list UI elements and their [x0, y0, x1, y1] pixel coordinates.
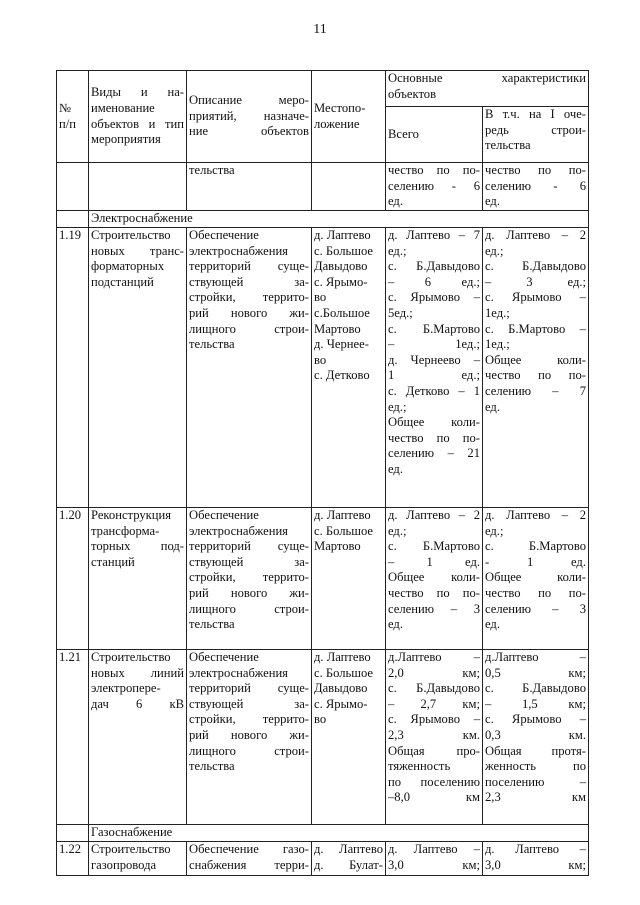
section-title-gas: Газоснабжение: [89, 825, 589, 842]
cell-line: ние объектов: [189, 124, 309, 139]
cell-line: – 6 ед.;: [388, 274, 480, 289]
cell-line: чество по по-: [485, 163, 586, 177]
cell-first-stage: [483, 508, 589, 650]
cell-line: с. Большое: [314, 665, 374, 680]
cell-line: Строительство: [91, 228, 171, 242]
cell-line: В т.ч. на I оче-: [485, 107, 586, 121]
cell-line: Обеспечение: [189, 650, 259, 664]
page-number: 11: [313, 22, 327, 37]
cell-line: тяженность: [388, 759, 451, 774]
cell-line: стройки, террито-: [189, 712, 309, 727]
cell-line: д. Лаптево –: [485, 842, 586, 856]
cell-line: с. Ярымово –: [388, 712, 480, 727]
cell-line: Описание мерo-: [189, 93, 309, 108]
cell-line: чество по по-: [388, 163, 480, 177]
section-num-cell: [57, 211, 89, 228]
cell-line: Мартово: [314, 321, 361, 336]
cell-line: – 1 ед.: [388, 554, 480, 569]
cell-line: 2,3 км.: [388, 727, 480, 742]
header-first-stage: [483, 107, 589, 163]
cell-line: тельства: [189, 617, 235, 632]
cell-line: д. Лаптево – 2: [485, 228, 586, 242]
cell-line: именование: [91, 100, 155, 115]
cell-description: [187, 650, 312, 825]
cell-line: станций: [91, 554, 135, 569]
cell-line: Общее коли-: [485, 352, 586, 367]
cell-kind: [89, 163, 187, 211]
header-location: [312, 71, 386, 163]
cell-total: [386, 228, 483, 508]
cell-line: во: [314, 290, 327, 305]
table-header-row: [57, 71, 589, 107]
table-row-1-19: [57, 228, 589, 508]
cell-line: ед.: [485, 617, 500, 632]
cell-line: д. Лаптево –: [388, 842, 480, 856]
cell-line: – 1ед.;: [388, 337, 480, 352]
cell-line: д. Лаптево – 2: [485, 508, 586, 522]
cell-line: с. Ярымово –: [485, 290, 586, 305]
cell-line: стройки, террито-: [189, 570, 309, 585]
cell-line: д.Лаптево –: [388, 650, 480, 664]
cell-line: с. Ярымо-: [314, 696, 368, 711]
cell-line: торных под-: [91, 539, 184, 554]
cell-line: с. Б.Мартово: [388, 321, 480, 336]
cell-first-stage: [483, 650, 589, 825]
cell-line: Виды и на-: [91, 85, 184, 100]
cell-line: с. Детково: [314, 368, 370, 383]
cell-line: рий нового жи-: [189, 585, 309, 600]
cell-line: чество по по-: [388, 430, 480, 445]
cell-line: газопровода: [91, 857, 157, 872]
header-total: [386, 107, 483, 163]
cell-line: Реконструкция: [91, 508, 172, 522]
section-row-power: [57, 211, 589, 228]
cell-line: подстанций: [91, 274, 154, 289]
cell-location: [312, 842, 386, 876]
cell-line: поселению –: [485, 774, 586, 789]
cell-line: ед.: [485, 399, 500, 414]
cell-line: ложение: [314, 116, 360, 131]
cell-line: п/п: [59, 116, 76, 131]
cell-line: во: [314, 352, 327, 367]
cell-location: [312, 228, 386, 508]
cell-description-text: тельства: [189, 163, 235, 177]
section-title-power: Электроснабжение: [89, 211, 589, 228]
cell-line: Обеспечение: [189, 508, 259, 522]
cell-line: по поселению: [388, 774, 480, 789]
cell-line: чество по по-: [485, 585, 586, 600]
cell-line: приятий, назначе-: [189, 108, 309, 123]
cell-line: Строительство: [91, 650, 171, 664]
cell-line: –8,0 км: [388, 790, 480, 805]
cell-line: женность по: [485, 759, 586, 774]
cell-line: 0,5 км;: [485, 665, 586, 680]
cell-line: Обеспечение газо-: [189, 842, 309, 856]
cell-line: Обеспечение: [189, 228, 259, 242]
cell-line: лищного строи-: [189, 743, 309, 758]
cell-line: с. Б.Давыдово: [485, 259, 586, 274]
cell-line: стройки, террито-: [189, 290, 309, 305]
cell-description: [187, 163, 312, 211]
cell-line: Общая про-: [388, 743, 480, 758]
cell-line: рий нового жи-: [189, 727, 309, 742]
header-num: [57, 71, 89, 163]
cell-line: селению - 6: [388, 178, 480, 193]
cell-num: [57, 163, 89, 211]
cell-line: с.Большое: [314, 305, 370, 320]
cell-line: лищного строи-: [189, 601, 309, 616]
header-total-label: Всего: [388, 126, 419, 141]
cell-line: 2,3 км: [485, 790, 586, 805]
cell-line: ед.;: [485, 523, 504, 538]
cell-line: тельства: [189, 759, 235, 774]
cell-num: 1.21: [57, 650, 89, 825]
cell-kind: [89, 650, 187, 825]
cell-line: 3,0 км;: [485, 857, 586, 872]
cell-line: ствующей за-: [189, 554, 309, 569]
cell-line: территорий суще-: [189, 681, 309, 696]
cell-kind: [89, 842, 187, 876]
cell-description: [187, 508, 312, 650]
cell-line: 1 ед.;: [388, 368, 480, 383]
cell-line: – 1,5 км;: [485, 696, 586, 711]
cell-line: - 1 ед.: [485, 554, 586, 569]
cell-line: объектов и тип: [91, 116, 184, 131]
cell-line: с. Б.Мартово: [388, 539, 480, 554]
cell-line: Общее коли-: [485, 570, 586, 585]
cell-line: 1ед.;: [485, 305, 510, 320]
cell-line: ед.: [485, 194, 500, 209]
cell-line: с. Б.Давыдово: [485, 681, 586, 696]
cell-line: д. Лаптево: [314, 508, 371, 522]
cell-line: с. Ярымово –: [388, 290, 480, 305]
cell-line: ед.;: [388, 243, 407, 258]
cell-line: – 2,7 км;: [388, 696, 480, 711]
cell-line: Давыдово: [314, 681, 368, 696]
cell-line: Мартово: [314, 539, 361, 554]
header-description: [187, 71, 312, 163]
cell-line: территорий суще-: [189, 259, 309, 274]
cell-line: с. Б.Мартово –: [485, 321, 586, 336]
cell-line: мероприятия: [91, 132, 161, 147]
cell-line: чество по по-: [388, 585, 480, 600]
cell-line: с. Б.Давыдово: [388, 681, 480, 696]
cell-line: ед.: [388, 617, 403, 632]
cell-line: объектов: [388, 86, 437, 101]
cell-line: Основные характеристики: [388, 71, 586, 85]
table-row-1-22: [57, 842, 589, 876]
cell-line: лищного строи-: [189, 321, 309, 336]
cell-line: новых транс-: [91, 243, 184, 258]
cell-line: чество по по-: [485, 368, 586, 383]
cell-line: д. Лаптево: [314, 842, 383, 856]
cell-line: с. Большое: [314, 523, 374, 538]
cell-line: форматорных: [91, 259, 165, 274]
cell-num: 1.22: [57, 842, 89, 876]
cell-line: д. Лаптево – 2: [388, 508, 480, 522]
infrastructure-table: [56, 70, 589, 876]
cell-line: 0,3 км.: [485, 727, 586, 742]
cell-line: д.Лаптево –: [485, 650, 586, 664]
cell-first-stage: [483, 163, 589, 211]
cell-location: [312, 508, 386, 650]
cell-line: 5ед.;: [388, 305, 413, 320]
cell-line: селению – 21: [388, 446, 480, 461]
cell-location: [312, 650, 386, 825]
cell-line: д. Лаптево – 7: [388, 228, 480, 242]
table-row-continuation: [57, 163, 589, 211]
cell-first-stage: [483, 228, 589, 508]
cell-description: [187, 842, 312, 876]
cell-line: с. Детково – 1: [388, 383, 480, 398]
cell-line: трансформа-: [91, 523, 160, 538]
cell-num: 1.20: [57, 508, 89, 650]
section-row-gas: [57, 825, 589, 842]
cell-first-stage: [483, 842, 589, 876]
cell-description: [187, 228, 312, 508]
section-num-cell: [57, 825, 89, 842]
cell-line: с. Большое: [314, 243, 374, 258]
cell-line: ствующей за-: [189, 696, 309, 711]
cell-line: электропере-: [91, 681, 161, 696]
cell-line: №: [59, 100, 72, 115]
cell-line: с. Б.Мартово: [485, 539, 586, 554]
cell-line: ствующей за-: [189, 274, 309, 289]
table-row-1-20: [57, 508, 589, 650]
cell-num: 1.19: [57, 228, 89, 508]
cell-kind: [89, 228, 187, 508]
cell-line: ед.: [388, 461, 403, 476]
cell-total: [386, 842, 483, 876]
cell-line: электроснабжения: [189, 523, 288, 538]
cell-line: редь строи-: [485, 122, 586, 137]
cell-line: 1ед.;: [485, 337, 510, 352]
cell-line: д. Чернеево –: [388, 352, 480, 367]
table-row-1-21: [57, 650, 589, 825]
cell-line: снабжения терри-: [189, 857, 309, 872]
cell-line: ед.;: [388, 399, 407, 414]
cell-kind: [89, 508, 187, 650]
cell-line: селению – 3: [388, 601, 480, 616]
cell-line: электроснабжения: [189, 665, 288, 680]
cell-line: селению – 3: [485, 601, 586, 616]
cell-line: Общая протя-: [485, 743, 586, 758]
cell-line: Местопо-: [314, 100, 366, 115]
cell-line: ед.: [388, 194, 403, 209]
cell-line: тельства: [485, 138, 531, 153]
cell-line: 2,0 км;: [388, 665, 480, 680]
cell-line: новых линий: [91, 665, 184, 680]
cell-line: электроснабжения: [189, 243, 288, 258]
cell-line: с. Ярымово –: [485, 712, 586, 727]
cell-line: Строительство: [91, 842, 171, 856]
cell-line: с. Ярымо-: [314, 274, 368, 289]
cell-total: [386, 650, 483, 825]
cell-line: с. Б.Давыдово: [388, 259, 480, 274]
cell-line: территорий суще-: [189, 539, 309, 554]
header-kind: [89, 71, 187, 163]
cell-location: [312, 163, 386, 211]
cell-line: ед.;: [485, 243, 504, 258]
cell-line: ед.;: [388, 523, 407, 538]
cell-line: селению – 7: [485, 383, 586, 398]
cell-line: 3,0 км;: [388, 857, 480, 872]
cell-line: тельства: [189, 337, 235, 352]
cell-line: рий нового жи-: [189, 305, 309, 320]
cell-total: [386, 163, 483, 211]
cell-line: д. Булат-: [314, 857, 383, 872]
cell-line: Общее коли-: [388, 570, 480, 585]
cell-line: во: [314, 712, 327, 727]
cell-total: [386, 508, 483, 650]
cell-line: д. Чернее-: [314, 337, 369, 352]
header-main-characteristics: [386, 71, 589, 107]
cell-line: – 3 ед.;: [485, 274, 586, 289]
cell-line: д. Лаптево: [314, 228, 371, 242]
cell-line: Давыдово: [314, 259, 368, 274]
cell-line: дач 6 кВ: [91, 696, 184, 711]
cell-line: Общее коли-: [388, 415, 480, 430]
cell-line: селению - 6: [485, 178, 586, 193]
cell-line: д. Лаптево: [314, 650, 371, 664]
